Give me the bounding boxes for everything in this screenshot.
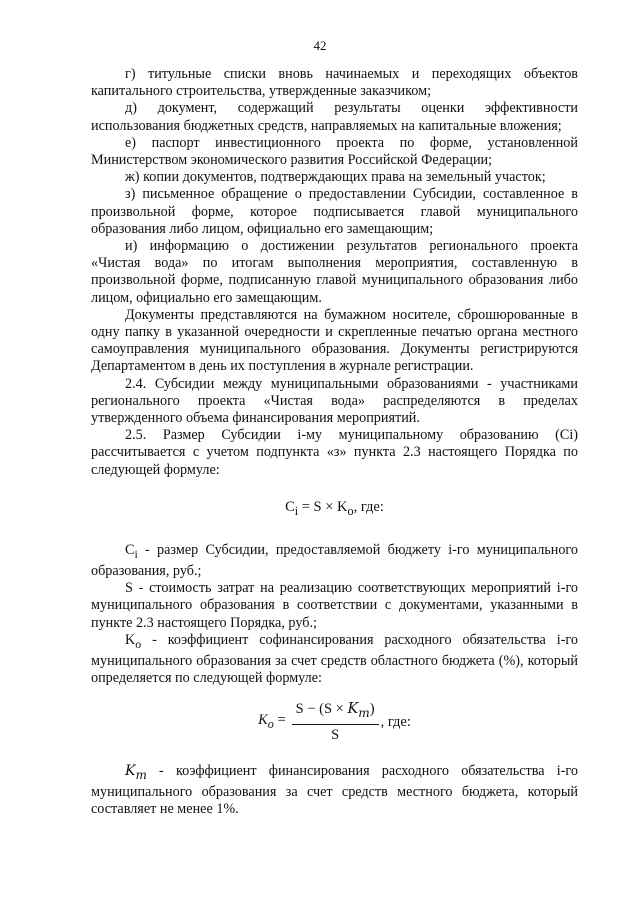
def-ko-text: - коэффициент софинансирования расходного обязательства i-го муниципального образования за счет средств областного бюджета (%), который определяется по следующей формуле: [91,631,578,687]
paragraph-e: е) паспорт инвестиционного проекта по форме, установленной Министерством экономического развития Российской Федерации; [91,134,578,169]
def-ko-symbol: K [125,631,136,648]
def-ci-symbol: C [125,541,135,558]
definition-km [91,763,578,818]
formula2-num-post: ) [369,701,375,718]
formula1-rhs-sub: o [347,503,354,518]
formula-coefficient [91,701,578,744]
def-ci-text: - размер Субсидии, предоставляемой бюджету i-го муниципального образования, руб.; [91,541,578,579]
def-ci-sub: i [134,546,138,561]
paragraph-i: и) информацию о достижении результатов регионального проекта «Чистая вода» по итогам выполнения мероприятия, составленную в произвольной форме, подписанную главой муниципального образования либо лицом, официально его замещающим. [91,238,578,306]
document-body [91,66,578,818]
page-number: 42 [313,38,327,53]
def-km-text: - коэффициент финансирования расходного обязательства i-го муниципального образования за счет средств местного бюджета, который составляет не менее 1%. [91,762,578,817]
formula2-lhs-sub: o [267,717,274,732]
paragraph-documents: Документы представляются на бумажном носителе, сброшюрованные в одну папку в указанной очередности и скрепленные печатью органа местного самоуправления муниципального образования. Документы регистрируются Департаментом в день их поступления в журнале регистрации. [91,306,578,375]
formula2-lhs-symbol: K [258,712,268,729]
formula1-suffix: , где: [353,498,384,515]
def-s-symbol: S [125,580,133,597]
formula2-num-pre: S − (S × [295,701,348,718]
paragraph-2-4: 2.4. Субсидии между муниципальными образованиями - участниками регионального проекта «Чистая вода» распределяются в пределах утвержденного объема финансирования мероприятий. [91,375,578,427]
definition-ko [91,632,578,687]
formula2-suffix: , где: [380,714,411,731]
definition-s [91,580,578,632]
formula2-fraction [292,701,379,744]
formula2-num-k-sub: m [358,706,370,721]
def-s-text: - стоимость затрат на реализацию соответствующих мероприятий i-го муниципального образования в соответствии с документами, указанными в пункте 2.3 настоящего Порядка, руб.; [91,580,578,631]
formula2-num-k: K [347,701,359,718]
paragraph-z: з) письменное обращение о предоставлении Субсидии, составленное в произвольной форме, которое подписывается главой муниципального образования либо лицом, официально его замещающим; [91,186,578,237]
formula1-lhs-sub: i [294,503,299,518]
paragraph-g: г) титульные списки вновь начинаемых и переходящих объектов капитального строительства, утвержденные заказчиком; [91,66,578,100]
formula2-eq: = [273,712,286,729]
formula1-lhs: C [285,498,295,515]
formula2-numerator [292,701,379,725]
formula2-lhs [258,712,286,733]
formula-subsidy [91,499,578,520]
definition-ci [91,542,578,580]
def-km-sub: m [135,767,147,782]
paragraph-zh: ж) копии документов, подтверждающих права на земельный участок; [125,169,546,186]
def-ko-sub: o [135,636,142,651]
paragraph-d: д) документ, содержащий результаты оценки эффективности использования бюджетных средств, направляемых на капитальные вложения; [91,100,578,134]
def-km-symbol: K [125,762,136,779]
formula2-denominator: S [331,727,340,744]
paragraph-2-5: 2.5. Размер Субсидии i-му муниципальному образованию (Ci) рассчитывается с учетом подпункта «з» пункта 2.3 настоящего Порядка по следующей формуле: [91,427,578,478]
formula1-rhs: = S × K [298,498,348,515]
